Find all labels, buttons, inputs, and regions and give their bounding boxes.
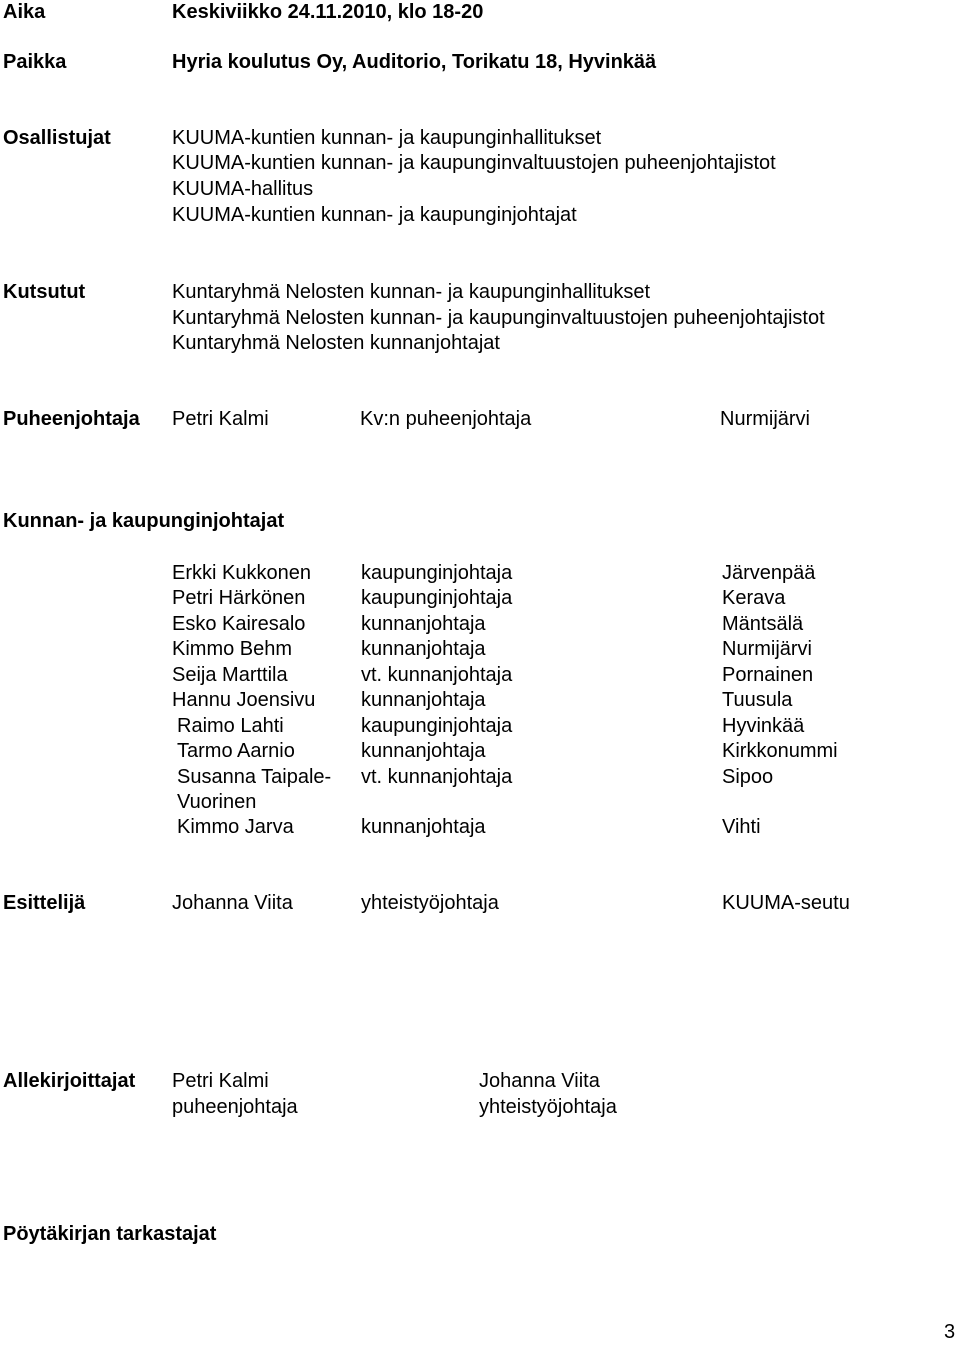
kutsutut-item: Kuntaryhmä Nelosten kunnanjohtajat — [172, 332, 500, 354]
johtaja-place: Nurmijärvi — [722, 638, 812, 660]
johtaja-place: Tuusula — [722, 689, 793, 711]
johtaja-name: Kimmo Behm — [172, 638, 293, 660]
johtaja-name: Tarmo Aarnio — [177, 740, 295, 762]
allekirjoittajat-label: Allekirjoittajat — [3, 1070, 136, 1092]
johtaja-place: Hyvinkää — [722, 715, 805, 737]
esittelija-label: Esittelijä — [3, 892, 86, 914]
johtaja-name: Raimo Lahti — [177, 715, 284, 737]
osallistujat-label: Osallistujat — [3, 127, 111, 149]
johtaja-name: Erkki Kukkonen — [172, 562, 311, 584]
osallistujat-item: KUUMA-hallitus — [172, 178, 314, 200]
johtaja-place: Sipoo — [722, 766, 774, 788]
johtaja-place: Vihti — [722, 816, 761, 838]
johtaja-role: vt. kunnanjohtaja — [361, 766, 513, 788]
signer-role: puheenjohtaja — [172, 1096, 298, 1118]
johtaja-role: kunnanjohtaja — [361, 638, 486, 660]
johtaja-role: kunnanjohtaja — [361, 740, 486, 762]
paikka-value: Hyria koulutus Oy, Auditorio, Torikatu 18, Hyvinkää — [172, 51, 657, 73]
johtaja-place: Kirkkonummi — [722, 740, 838, 762]
johtaja-name-continued: Vuorinen — [177, 791, 257, 813]
tarkastajat-label: Pöytäkirjan tarkastajat — [3, 1223, 217, 1245]
paikka-label: Paikka — [3, 51, 67, 73]
osallistujat-item: KUUMA-kuntien kunnan- ja kaupunginvaltuustojen puheenjohtajistot — [172, 152, 776, 174]
johtaja-name: Susanna Taipale- — [177, 766, 332, 788]
johtaja-role: kaupunginjohtaja — [361, 587, 513, 609]
esittelija-role: yhteistyöjohtaja — [361, 892, 499, 914]
johtaja-place: Kerava — [722, 587, 786, 609]
esittelija-place: KUUMA-seutu — [722, 892, 850, 914]
johtaja-role: kunnanjohtaja — [361, 613, 486, 635]
puheenjohtaja-label: Puheenjohtaja — [3, 408, 140, 430]
johtaja-name: Seija Marttila — [172, 664, 288, 686]
johtaja-role: kunnanjohtaja — [361, 689, 486, 711]
johtaja-name: Hannu Joensivu — [172, 689, 316, 711]
johtaja-place: Mäntsälä — [722, 613, 804, 635]
osallistujat-item: KUUMA-kuntien kunnan- ja kaupunginhallitukset — [172, 127, 602, 149]
johtaja-role: kunnanjohtaja — [361, 816, 486, 838]
signer-name: Johanna Viita — [479, 1070, 600, 1092]
johtaja-role: vt. kunnanjohtaja — [361, 664, 513, 686]
aika-label: Aika — [3, 1, 46, 23]
page-number: 3 — [944, 1321, 956, 1343]
johtaja-place: Pornainen — [722, 664, 814, 686]
johtaja-name: Esko Kairesalo — [172, 613, 306, 635]
kunnanjohtajat-heading: Kunnan- ja kaupunginjohtajat — [3, 510, 285, 532]
kutsutut-item: Kuntaryhmä Nelosten kunnan- ja kaupunginvaltuustojen puheenjohtajistot — [172, 307, 825, 329]
johtaja-name: Petri Härkönen — [172, 587, 306, 609]
johtaja-role: kaupunginjohtaja — [361, 562, 513, 584]
johtaja-name: Kimmo Jarva — [177, 816, 294, 838]
puheenjohtaja-place: Nurmijärvi — [720, 408, 810, 430]
johtaja-place: Järvenpää — [722, 562, 816, 584]
puheenjohtaja-role: Kv:n puheenjohtaja — [360, 408, 532, 430]
puheenjohtaja-name: Petri Kalmi — [172, 408, 269, 430]
kutsutut-label: Kutsutut — [3, 281, 86, 303]
osallistujat-item: KUUMA-kuntien kunnan- ja kaupunginjohtajat — [172, 204, 577, 226]
johtaja-role: kaupunginjohtaja — [361, 715, 513, 737]
esittelija-name: Johanna Viita — [172, 892, 293, 914]
signer-name: Petri Kalmi — [172, 1070, 269, 1092]
kutsutut-item: Kuntaryhmä Nelosten kunnan- ja kaupunginhallitukset — [172, 281, 651, 303]
signer-role: yhteistyöjohtaja — [479, 1096, 617, 1118]
aika-value: Keskiviikko 24.11.2010, klo 18-20 — [172, 1, 484, 23]
